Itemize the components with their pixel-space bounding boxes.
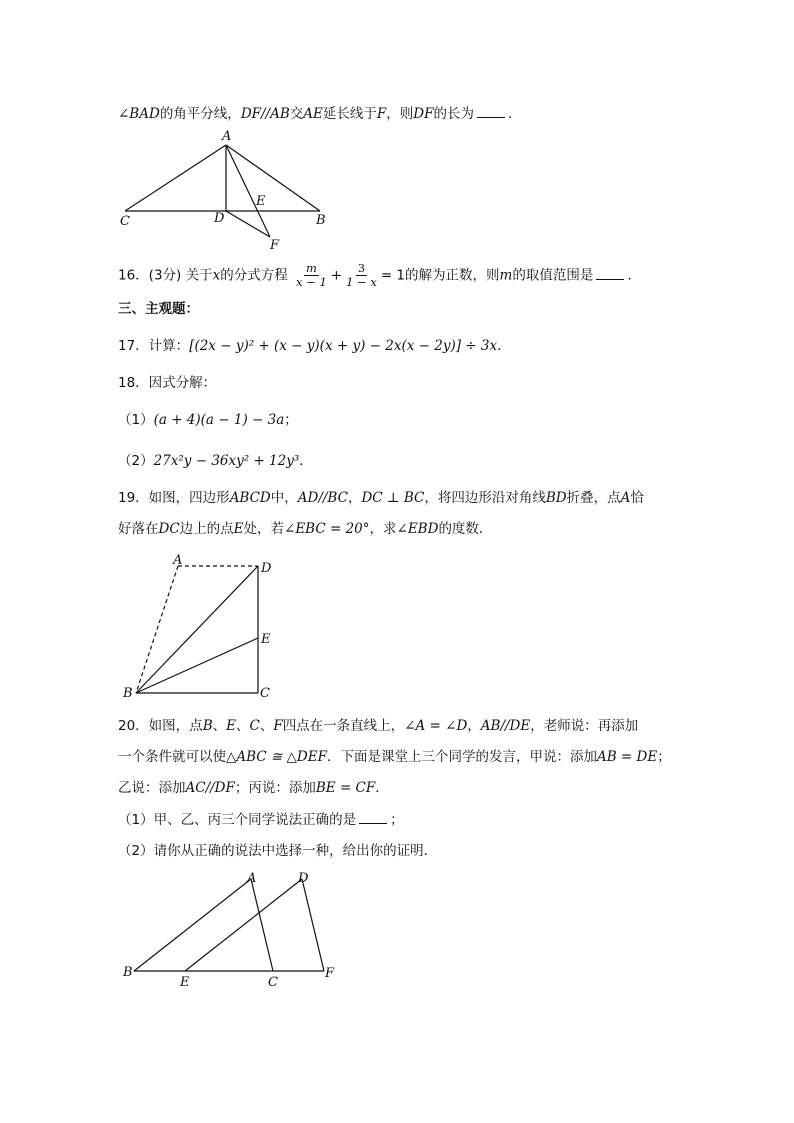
- q19-text: 19．如图，四边形: [118, 490, 230, 506]
- q16-math: +: [330, 267, 343, 284]
- label-f: F: [325, 966, 335, 981]
- fraction-denominator: 1 − x: [346, 275, 377, 289]
- q19-text: 折叠，点: [566, 490, 621, 506]
- q20-text: 一个条件就可以使: [118, 749, 226, 765]
- q20-part2: （2）请你从正确的说法中选择一种，给出你的证明．: [118, 843, 438, 859]
- q19-figure: [118, 550, 288, 705]
- q20-text: 四点在一条直线上，: [282, 718, 405, 734]
- answer-blank[interactable]: [596, 267, 624, 280]
- q15-text: ，则: [386, 106, 414, 122]
- q19-text: 好落在: [118, 521, 159, 537]
- q19-math: ∠EBD: [396, 521, 439, 537]
- label-c: C: [260, 686, 270, 701]
- q19-text: 的度数．: [438, 521, 493, 537]
- q15-text: 的角平分线，: [159, 106, 241, 122]
- q19-text: ，: [347, 490, 362, 506]
- q19-line1: [118, 488, 644, 508]
- label-b: B: [123, 965, 133, 980]
- label-e: E: [256, 194, 266, 209]
- q19-math: ∠EBC = 20°: [284, 521, 370, 537]
- q17-label: 17．计算：: [118, 338, 190, 354]
- q19-math: DC ⊥ BC: [361, 490, 425, 506]
- q16-text: 的分式方程: [220, 267, 288, 284]
- q15-text: 延长线于: [322, 106, 377, 122]
- q18-expr: (a + 4)(a − 1) − 3a: [153, 412, 285, 428]
- q20-text: ；: [390, 812, 404, 828]
- label-a: A: [222, 129, 232, 144]
- segment-be: [136, 638, 258, 693]
- q15-angle: ∠BAD: [118, 106, 160, 122]
- label-b: B: [123, 686, 133, 701]
- q20-math: AB = DE: [596, 749, 658, 765]
- segment-af: [226, 145, 270, 237]
- segment-ab-dashed: [136, 566, 178, 693]
- q15-text: 的长为: [433, 106, 474, 122]
- q19-math: BD: [545, 490, 567, 506]
- q19-text: 边上的点: [179, 521, 234, 537]
- q20-math: △ABC ≅ △DEF: [226, 749, 327, 765]
- q15-math: DF//AB: [240, 106, 290, 122]
- q20-text: 20．如图，点: [118, 718, 203, 734]
- q18-text: ；: [284, 412, 298, 428]
- segment-ab: [226, 145, 320, 211]
- label-f: F: [270, 238, 280, 253]
- q20-text: ；丙说：添加: [234, 780, 316, 796]
- fraction-numerator: m: [305, 261, 317, 275]
- label-e: E: [261, 632, 271, 647]
- q20-math: BE = CF: [315, 780, 376, 796]
- q20-math: AC//DF: [185, 780, 235, 796]
- q20-part1: [118, 810, 404, 830]
- q19-math: ABCD: [229, 490, 271, 506]
- segment-df: [302, 879, 324, 971]
- q20-text: 、: [235, 718, 250, 734]
- q16-text: 的取值范围是: [512, 267, 594, 284]
- q15-math: AE: [303, 106, 323, 122]
- segment-ed: [185, 879, 302, 971]
- label-c: C: [268, 975, 278, 990]
- q19-text: 处，若: [243, 521, 285, 537]
- q16-text: ．: [627, 267, 641, 284]
- q18-part1: [118, 410, 298, 430]
- q20-math: F: [273, 718, 283, 734]
- q19-text: 中，: [270, 490, 298, 506]
- q19-math: DC: [158, 521, 180, 537]
- q20-math: C: [249, 718, 260, 734]
- q19-math: E: [233, 521, 244, 537]
- q20-text: 、: [212, 718, 227, 734]
- part-label: （2）: [118, 453, 154, 469]
- q20-text: 乙说：添加: [118, 780, 186, 796]
- q20-math: B: [202, 718, 213, 734]
- label-e: E: [180, 975, 190, 990]
- q16-line: [118, 262, 641, 289]
- q15-math: DF: [413, 106, 434, 122]
- segment-bd: [136, 566, 258, 693]
- answer-blank[interactable]: [359, 811, 387, 824]
- q17-line: [118, 336, 511, 356]
- q20-math: E: [226, 718, 236, 734]
- q20-line2: [118, 747, 671, 767]
- q20-text: ．下面是课堂上三个同学的发言，甲说：添加: [326, 749, 597, 765]
- fraction-numerator: 3: [357, 261, 366, 275]
- q19-line2: [118, 519, 492, 539]
- q19-text: 恰: [630, 490, 644, 506]
- q17-expr: [(2x − y)² + (x − y)(x + y) − 2x(x − 2y)] ÷ 3x: [189, 338, 498, 354]
- label-a: A: [173, 553, 183, 568]
- label-d: D: [298, 871, 309, 886]
- part-label: （1）: [118, 412, 154, 428]
- q20-text: ，老师说：再添加: [530, 718, 639, 734]
- segment-ba: [134, 879, 251, 971]
- q15-math: F: [376, 106, 387, 122]
- q18-label: 18．因式分解：: [118, 375, 217, 391]
- q15-text: ．: [507, 106, 522, 122]
- q16-number: 16．(3分) 关于: [118, 267, 213, 284]
- q20-math: AB//DE: [480, 718, 531, 734]
- q15-line: [118, 104, 521, 124]
- q20-figure: [118, 865, 348, 995]
- q15-figure: [110, 125, 350, 255]
- q16-math: = 1: [380, 267, 406, 284]
- q16-math: m: [499, 267, 513, 284]
- q17-text: ．: [497, 338, 511, 354]
- q19-text: ，将四边形沿对角线: [424, 490, 546, 506]
- section-heading: 三、主观题：: [118, 301, 199, 317]
- q18-expr: 27x²y − 36xy² + 12y³: [153, 453, 300, 469]
- label-a: A: [247, 871, 257, 886]
- label-d: D: [261, 561, 272, 576]
- q20-text: ；: [657, 749, 671, 765]
- answer-blank[interactable]: [477, 105, 505, 118]
- label-b: B: [316, 213, 326, 228]
- q20-math: ∠A = ∠D: [404, 718, 468, 734]
- q20-line3: [118, 778, 389, 798]
- q20-text: ，: [467, 718, 481, 734]
- q20-text: （1）甲、乙、丙三个同学说法正确的是: [118, 812, 357, 828]
- fraction: [294, 262, 329, 289]
- q15-text: 交: [289, 106, 304, 122]
- q19-text: ，求: [369, 521, 397, 537]
- segment-ac: [125, 145, 226, 211]
- q19-math: AD//BC: [297, 490, 348, 506]
- q18-text: ．: [299, 453, 313, 469]
- q19-math: A: [620, 490, 631, 506]
- q16-text: 的解为正数，则: [405, 267, 500, 284]
- label-c: C: [120, 214, 130, 229]
- q18-part2: [118, 451, 313, 471]
- q16-math: x: [212, 267, 221, 284]
- label-d: D: [214, 211, 225, 226]
- q20-text: 、: [259, 718, 274, 734]
- fraction: [344, 262, 379, 289]
- q20-text: ．: [375, 780, 389, 796]
- fraction-denominator: x − 1: [296, 275, 327, 289]
- segment-ac: [251, 879, 273, 971]
- q20-line1: [118, 716, 638, 736]
